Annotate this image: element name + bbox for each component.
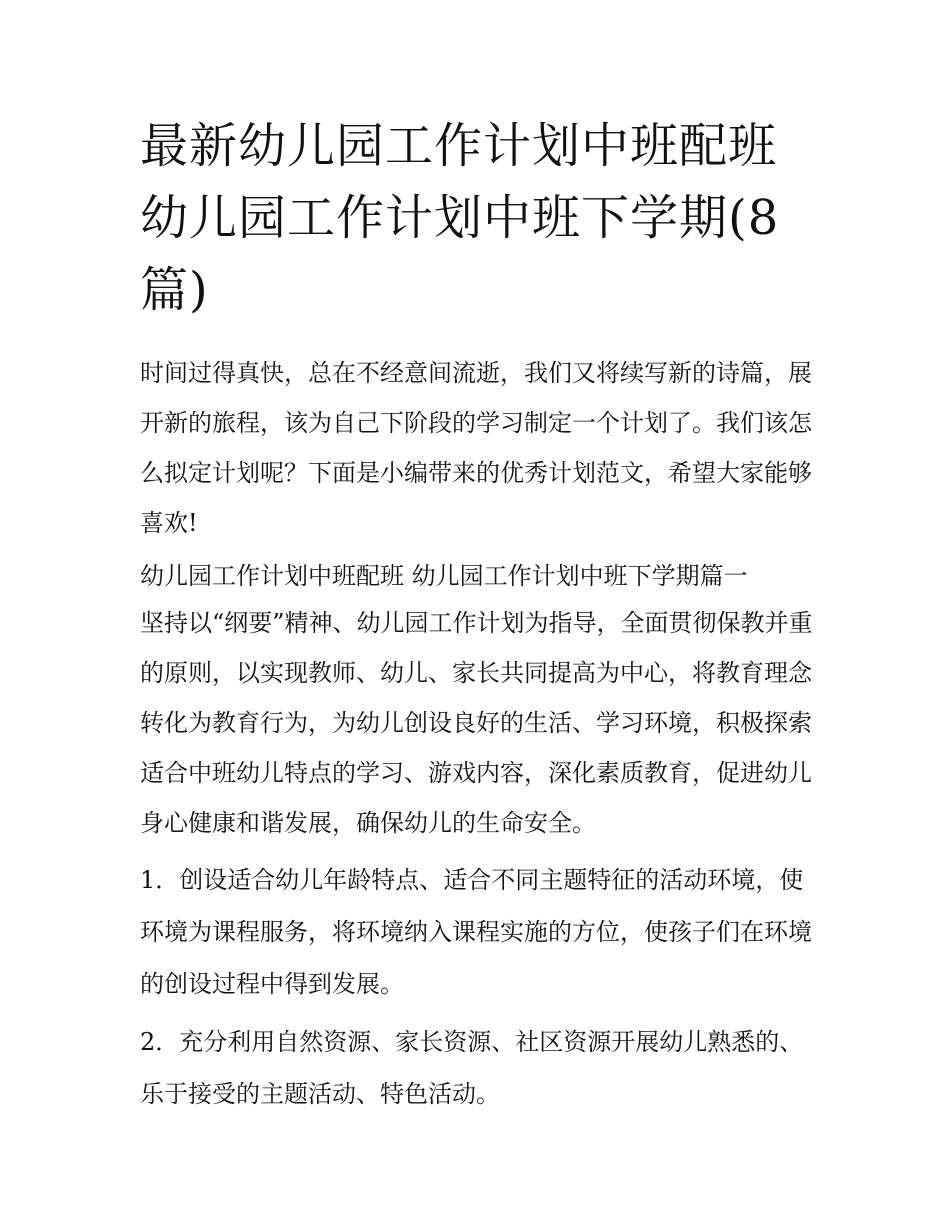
list-item-1: 1．创设适合幼儿年龄特点、适合不同主题特征的活动环境，使环境为课程服务，将环境纳入课程实施的方位，使孩子们在环境的创设过程中得到发展。 xyxy=(140,866,812,998)
list-item-2: 2．充分利用自然资源、家长资源、社区资源开展幼儿熟悉的、乐于接受的主题活动、特色活动。 xyxy=(140,1028,804,1108)
section-heading: 幼儿园工作计划中班配班 幼儿园工作计划中班下学期篇一 xyxy=(140,562,748,590)
body-paragraph: 坚持以“纲要”精神、幼儿园工作计划为指导，全面贯彻保教并重的原则，以实现教师、幼儿、家长共同提高为中心，将教育理念转化为教育行为，为幼儿创设良好的生活、学习环境，积极探索适合中班幼儿特点的学习、游戏内容，深化素质教育，促进幼儿身心健康和谐发展，确保幼儿的生命安全。 xyxy=(140,609,813,837)
document-title: 最新幼儿园工作计划中班配班 幼儿园工作计划中班下学期(8篇) xyxy=(140,118,780,318)
document-page xyxy=(140,110,820,1120)
intro-paragraph: 时间过得真快，总在不经意间流逝，我们又将续写新的诗篇，展开新的旅程，该为自己下阶段的学习制定一个计划了。我们该怎么拟定计划呢？下面是小编带来的优秀计划范文，希望大家能够喜欢! xyxy=(140,359,812,537)
